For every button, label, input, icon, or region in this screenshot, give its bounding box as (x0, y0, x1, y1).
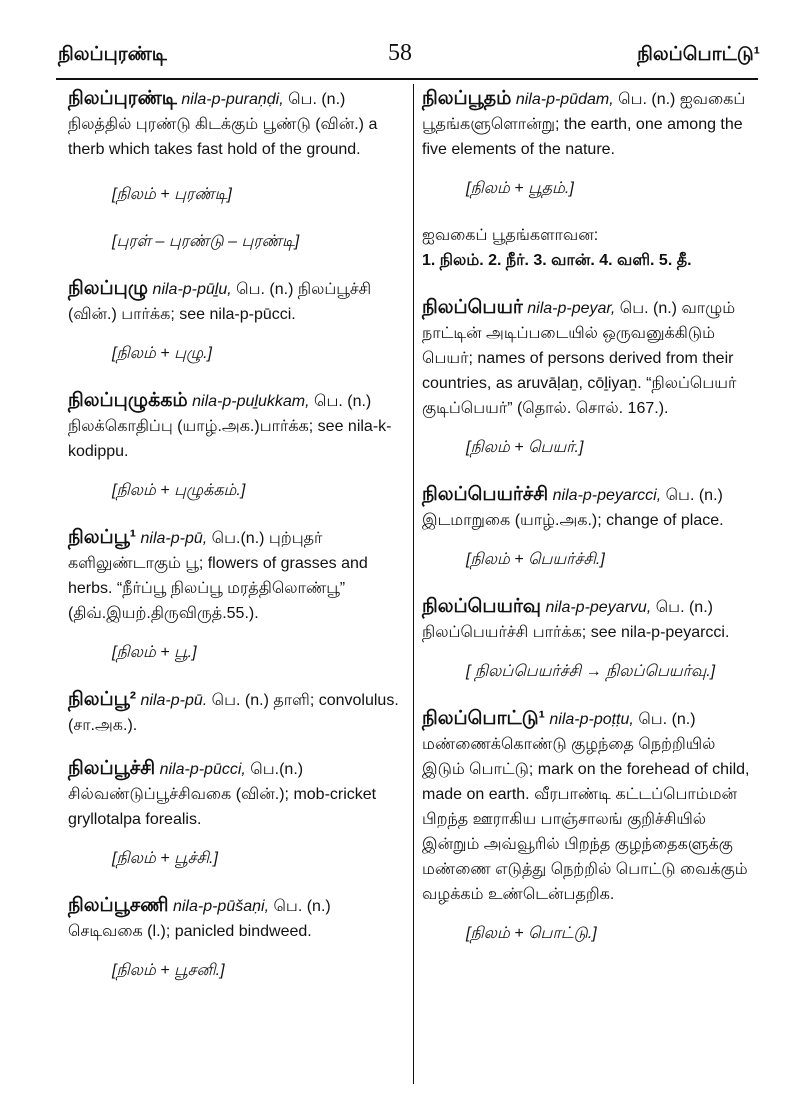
left-guide-word: நிலப்புரண்டி (58, 44, 167, 65)
entry-etymology: [நிலம் + பூ.] (112, 644, 197, 661)
entry-headword: நிலப்பூசணி (68, 895, 169, 916)
entry-headword: நிலப்பெயர் (422, 297, 523, 318)
entry-headword: நிலப்புழுக்கம் (68, 390, 188, 411)
entry-headword: நிலப்பொட்டு¹ (422, 708, 545, 729)
entry-transliteration: nila-p-pūdam, (515, 91, 614, 108)
entry-headword: நிலப்பூ² (68, 689, 137, 710)
entry-definition: பெ. (n.) தாளி; convolulus. (சா.அக.). (68, 692, 399, 734)
dictionary-entry (68, 893, 403, 944)
entry-etymology: [நிலம் + பெயர்ச்சி.] (466, 551, 605, 568)
entry-transliteration: nila-p-pūšaṇi, (172, 898, 270, 915)
dictionary-entry (68, 388, 403, 464)
entry-etymology: [நிலம் + புழுக்கம்.] (112, 482, 246, 499)
dictionary-entry (422, 706, 762, 907)
entry-transliteration: nila-p-poṭṭu, (549, 711, 634, 728)
entry-headword: நிலப்பூதம் (422, 88, 512, 109)
dictionary-entry (68, 687, 403, 738)
entry-note-list: 1. நிலம். 2. நீர். 3. வான். 4. வளி. 5. தீ. (422, 252, 692, 269)
entry-headword: நிலப்பெயர்ச்சி (422, 484, 549, 505)
dictionary-entry (68, 756, 403, 832)
dictionary-entry (422, 295, 762, 421)
page-header (0, 0, 800, 80)
entry-headword: நிலப்புரண்டி (68, 88, 177, 109)
entry-definition: பெ. (n.) நிலப்பூச்சி (வின்.) பார்க்க; see nila-p-pūcci. (68, 281, 372, 323)
entry-transliteration: nila-p-peyar, (527, 300, 616, 317)
entry-definition: பெ. (n.) ஐவகைப் பூதங்களுளொன்று; the earth, one among the five elements of the nature. (422, 91, 746, 158)
entry-transliteration: nila-p-pūḻu, (152, 281, 232, 298)
entry-etymology: [ நிலப்பெயர்ச்சி → நிலப்பெயர்வு.] (466, 663, 716, 680)
entry-definition: பெ. (n.) நிலத்தில் புரண்டு கிடக்கும் பூண்டு (வின்.) a therb which takes fast hold of the ground. (68, 91, 378, 158)
dictionary-entry (68, 86, 403, 162)
right-column (422, 86, 762, 968)
dictionary-entry (68, 276, 403, 327)
entry-etymology: [புரள் – புரண்டு – புரண்டி] (112, 233, 300, 250)
entry-transliteration: nila-p-pūcci, (159, 761, 246, 778)
entry-etymology: [நிலம் + பூதம்.] (466, 180, 574, 197)
entry-definition: பெ. (n.) வாழும் நாட்டின் அடிப்படையில் ஒருவனுக்கிடும் பெயர்; names of persons derived from their countries, as aruvāḷaṉ, cōḻiyaṉ. “நிலப்பெயர் குடிப்பெயர்” (தொல். சொல். 167.). (422, 300, 737, 417)
entry-transliteration: nila-p-peyarvu, (545, 599, 652, 616)
entry-definition: பெ. (n.) நிலக்கொதிப்பு (யாழ்.அக.)பார்க்க; see nila-k-kodippu. (68, 393, 392, 460)
entry-transliteration: nila-p-pū. (140, 692, 208, 709)
entry-definition: பெ. (n.) நிலப்பெயர்ச்சி பார்க்க; see nila-p-peyarcci. (422, 599, 730, 641)
entry-headword: நிலப்பூச்சி (68, 758, 156, 779)
entry-note: ஐவகைப் பூதங்களாவன: (422, 227, 599, 244)
entry-definition: பெ.(n.) புற்புதர் களிலுண்டாகும் பூ; flowers of grasses and herbs. “நீர்ப்பூ நிலப்பூ மரத்திலொண்பூ” (திவ்.இயற்.திருவிருத்.55.). (68, 530, 368, 622)
entry-transliteration: nila-p-peyarcci, (552, 487, 662, 504)
entry-etymology: [நிலம் + பூசனி.] (112, 962, 225, 979)
entry-headword: நிலப்பூ¹ (68, 527, 137, 548)
entry-etymology: [நிலம் + பெயர்.] (466, 439, 584, 456)
entry-etymology: [நிலம் + பொட்டு.] (466, 925, 597, 942)
header-rule (56, 78, 758, 80)
entry-transliteration: nila-p-puḻukkam, (192, 393, 310, 410)
entry-definition: பெ.(n.) சில்வண்டுப்பூச்சிவகை (வின்.); mob-cricket gryllotalpa forealis. (68, 761, 377, 828)
entry-headword: நிலப்புழு (68, 278, 149, 299)
dictionary-entry (422, 482, 762, 533)
page-number: 58 (388, 40, 412, 66)
left-column (68, 86, 403, 1005)
entry-etymology: [நிலம் + பூச்சி.] (112, 850, 218, 867)
entry-definition: பெ. (n.) செடிவகை (l.); panicled bindweed. (68, 898, 331, 940)
entry-etymology: [நிலம் + புழு.] (112, 345, 212, 362)
entry-definition: பெ. (n.) மண்ணைக்கொண்டு குழந்தை நெற்றியில் இடும் பொட்டு; mark on the forehead of child, made on earth. வீரபாண்டி கட்டப்பொம்மன் பிறந்த ஊராகிய பாஞ்சாலங் குறிச்சியில் இன்றும் அவ்வூரில் பிறந்த குழந்தைகளுக்கு மண்ணை எடுத்து நெற்றில் பொட்டு வைக்கும் வழக்கம் உண்டென்பதறிக. (422, 711, 750, 903)
dictionary-entry (422, 594, 762, 645)
dictionary-entry (68, 525, 403, 626)
entry-definition: பெ. (n.) இடமாறுகை (யாழ்.அக.); change of place. (422, 487, 724, 529)
entry-etymology: [நிலம் + புரண்டி] (112, 186, 232, 203)
entry-transliteration: nila-p-puraṇḍi, (181, 91, 284, 108)
dictionary-entry (422, 86, 762, 162)
entry-transliteration: nila-p-pū, (140, 530, 208, 547)
right-guide-word: நிலப்பொட்டு¹ (637, 44, 760, 65)
entry-headword: நிலப்பெயர்வு (422, 596, 541, 617)
column-divider (413, 84, 414, 1084)
